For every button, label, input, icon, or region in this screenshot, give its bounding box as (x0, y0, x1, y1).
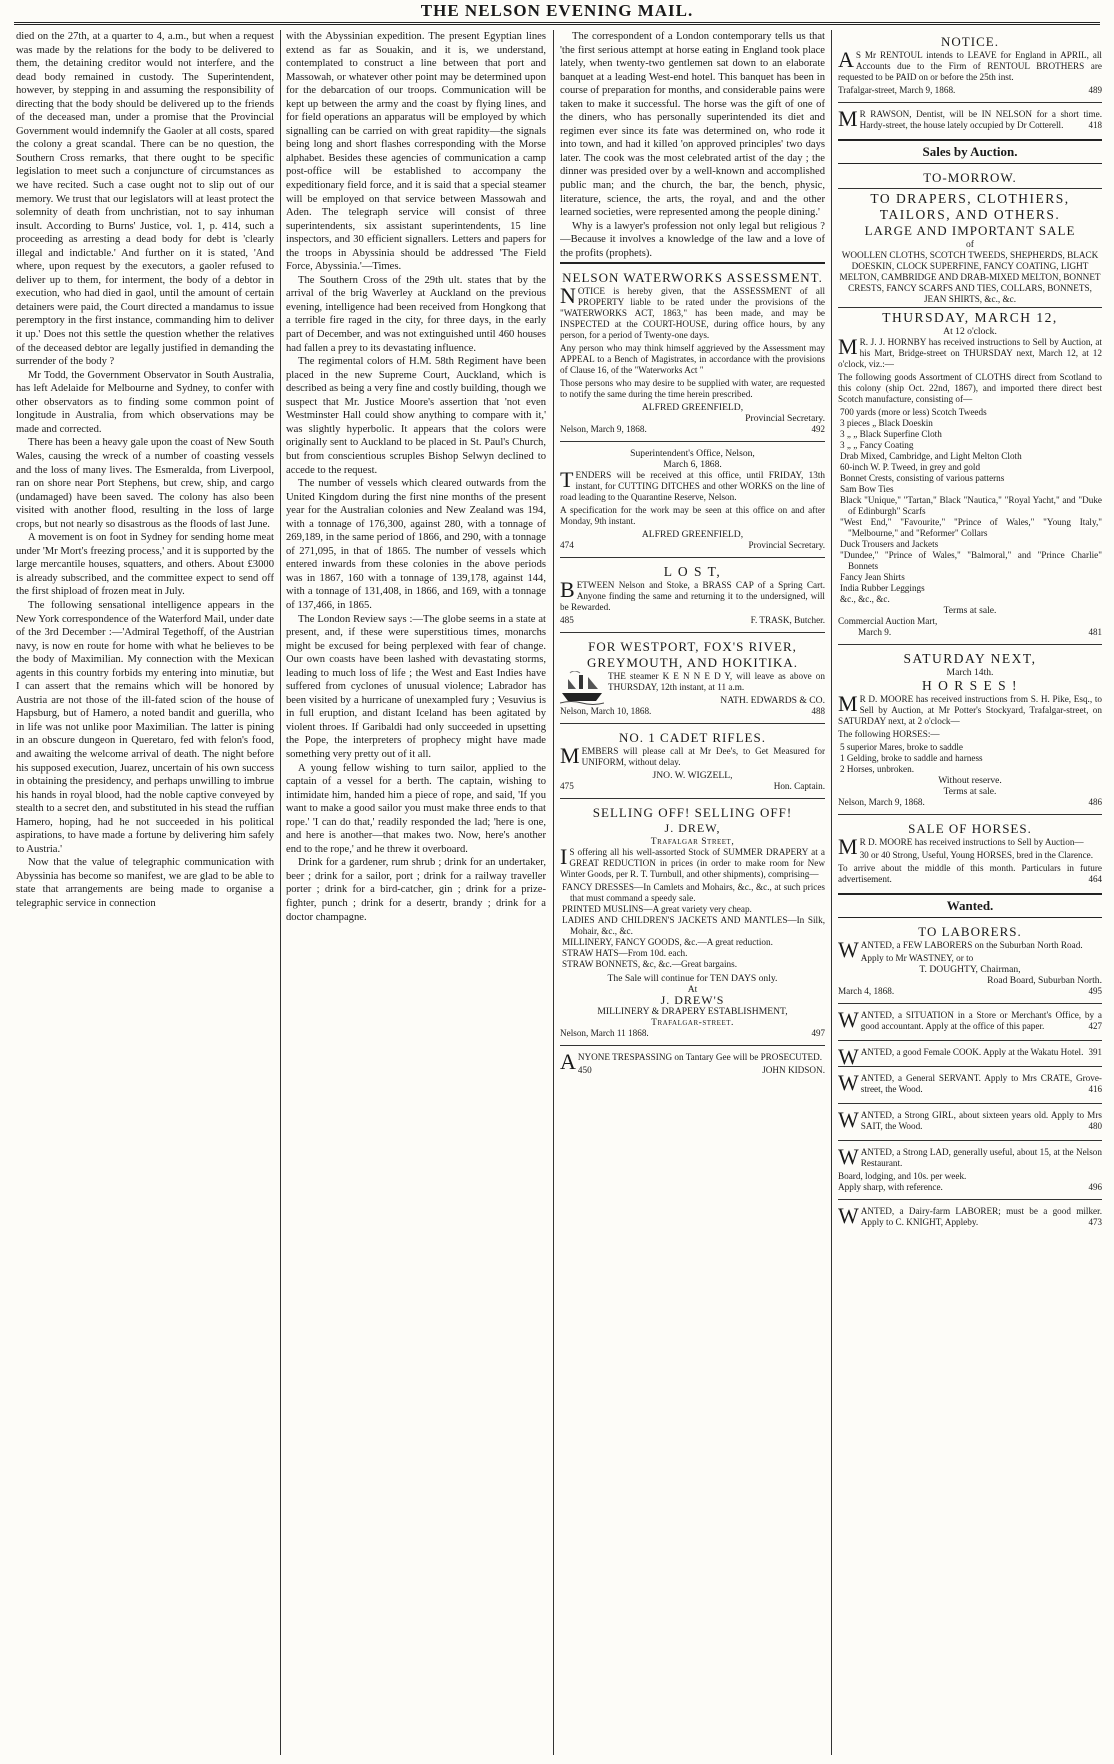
list-item: 700 yards (more or less) Scotch Tweeds (840, 407, 987, 417)
ad-number: 450 (577, 1065, 592, 1076)
trespass-ad (560, 1048, 825, 1080)
ad-text: EMBERS will please call at Mr Dee's, to Get Measured for UNIFORM, without delay. (581, 746, 825, 768)
divider (838, 1066, 1102, 1067)
ad-number: 475 (560, 781, 574, 792)
lost-ad (560, 560, 825, 630)
article-paragraph: Why is a lawyer's profession not only legal but religious ?—Because it involves a knowledge of the law and a love of the profits (prophets). (560, 220, 825, 259)
ad-text: ANTED, a Strong GIRL, about sixteen years old. Apply to Mrs SAIT, the Wood. (860, 1110, 1102, 1131)
list-item: 2 Horses, unbroken. (840, 764, 914, 774)
dairy-laborer-ad (838, 1202, 1102, 1234)
ad-number: 391 (1088, 1047, 1102, 1057)
ad-signature-title: Road Board, Suburban North. (987, 975, 1102, 986)
ad-text: R D. MOORE has received instructions to Sell by Auction— (859, 837, 1084, 847)
list-item: FANCY DRESSES—In Camlets and Mohairs, &c., &c., at such prices that must command a speedy sale. (562, 882, 825, 904)
ad-time: At 12 o'clock. (943, 326, 997, 337)
list-item: 3 pieces „ Black Doeskin (840, 418, 933, 428)
drop-cap: W (838, 1070, 859, 1095)
ad-number: 488 (811, 706, 825, 717)
column-3 (560, 30, 825, 1755)
ad-date: Nelson, March 9, 1868. (838, 797, 925, 807)
column-divider (831, 30, 832, 1755)
drop-cap: B (560, 577, 575, 603)
divider (560, 262, 825, 264)
article-paragraph: A movement is on foot in Sydney for sending home meat under 'Mr Mort's freezing process,' and it is supported by the large mercantile houses, squatters, and others. About £3000 is already subscribed, and the committee expect to send off the first shipload of frozen meat in July. (16, 532, 274, 598)
ad-signature: T. DOUGHTY, Chairman, (919, 964, 1021, 975)
ad-text: At (687, 984, 698, 996)
ad-body (560, 283, 825, 435)
ad-signature-title: Provincial Secretary. (745, 413, 825, 425)
divider (838, 1103, 1102, 1104)
drop-cap: M (560, 743, 580, 769)
ad-terms: Terms at sale. (943, 605, 997, 616)
ad-text: ANTED, a good Female COOK. Apply at the Wakatu Hotel. (860, 1047, 1084, 1057)
ad-text: OTICE is hereby given, that the ASSESSMENT of all PROPERTY liable to be rated under the provisions of the "WATERWORKS ACT, 1863," has been made, and may be INSPECTED at the COURT-HOUSE, during office hours, by any person, for a period of Twenty-one days. (560, 286, 825, 341)
list-item: Drab Mixed, Cambridge, and Light Melton Cloth (840, 451, 1022, 461)
article-paragraph: Now that the value of telegraphic communication with Abyssinia has become so manifest, we are glad to be able to state that arrangements are being made to organise a telegraphic service in connection (16, 857, 274, 909)
masthead-rule (14, 22, 1100, 25)
lad-ad (838, 1143, 1102, 1197)
drop-cap: W (838, 1007, 859, 1032)
ad-signature: NATH. EDWARDS & CO. (720, 695, 825, 707)
list-item: STRAW BONNETS, &c, &c.—Great bargains. (562, 959, 737, 970)
ad-street: Trafalgar Street, (650, 836, 735, 848)
servant-ad (838, 1069, 1102, 1101)
ad-number: 497 (811, 1028, 825, 1039)
ad-goods: WOOLLEN CLOTHS, SCOTCH TWEEDS, SHEPHERDS, BLACK DOESKIN, CLOCK SUPERFINE, FANCY COATING, LIGHT MELTON, CAMBRIDGE AND DRAB-MIXED MELTON, BONNET CRESTS, FANCY SCARFS AND TIES, COLLARS, BONNETS, JEAN SHIRTS, &c., &c. (839, 250, 1101, 304)
ad-heading: SALE OF HORSES. (908, 821, 1032, 836)
drop-cap: N (560, 283, 576, 309)
ad-number: 464 (1088, 874, 1102, 884)
ad-number: 496 (1088, 1182, 1102, 1192)
article-paragraph: The following sensational intelligence appears in the New York correspondence of the Waterford Mail, under date of the 3rd December :—'Admiral Tegethoff, of the Austrian navy, is now en route for home with what he believes to be the body of Maximilian. My connection with the Mexican agents in this country forbids my entering into minutiæ, but I can assert that the remains which will be honored by Austria are not those of the ill-fated scion of the house of Hapsburg, but of Hamero, a noted bandit and guerilla, who in life was not unlike poor Maximilian. The latter is pining in an obscure dungeon in Queretaro, fed with felon's food, and awaiting the welcome arrival of death. The night before his supposed execution, Juarez, uncertain of his own success in obtaining the presidency, and perhaps unwilling to imbrue his hands in royal blood, had the noble captive conveyed by stealth to a secret den, and substituted in his stead the ruffian Hamero, hoping, had he not succeeded in his political aspirations, to have made a fortune by delivering him safely to Austria.' (16, 599, 274, 855)
laborers-ad (838, 920, 1102, 1001)
drop-cap: M (838, 106, 858, 131)
ad-text: ANTED, a Strong LAD, generally useful, about 15, at the Nelson Restaurant. (860, 1147, 1102, 1168)
ad-text: Board, lodging, and 10s. per week. (838, 1171, 967, 1181)
divider (838, 1040, 1102, 1041)
ad-number: 416 (1088, 1084, 1102, 1094)
ad-merchant: J. DREW, (664, 821, 721, 836)
ad-terms: Terms at sale. (943, 786, 997, 797)
tenders-ad (560, 444, 825, 555)
ad-number: 418 (1088, 120, 1102, 130)
ad-number: 492 (811, 424, 825, 435)
article-paragraph: The number of vessels which cleared outwards from the United Kingdom during the first nine months of the present year for the Australian colonies and New Zealand was 194, with a tonnage of 176,300, against 280, with a tonnage of 269,189, in the same period of 1866, and 290, with a tonnage of 271,095, in that of 1865. The number of vessels which entered inwards from these colonies in the above periods was in 1867, 160 with a tonnage of 139,178, against 144, with a tonnage of 131,408, in 1866, and 169, with a tonnage of 137,466, in 1865. (286, 478, 546, 611)
article-paragraph: The London Review says :—The globe seems in a state at present, and, if these were superstitious times, monarchs might be excused for being perplexed with fear of change. Our own coasts have been lashed with devastating storms, leading to much loss of life ; the West and East Indies have suffered from cyclones of unusual violence; Labrador has been visited by a hurricane of unexampled fury ; Vesuvius is in full eruption, and distant Iceland has been agitated by violent throes. If Garibaldi had only succeeded in upsetting the Pope, the interpreters of prophecy might have made something very pretty out of it all. (286, 613, 546, 760)
ad-office: Superintendent's Office, Nelson, (630, 448, 755, 460)
ad-text: ENDERS will be received at this office, until FRIDAY, 13th instant, for CUTTING DITCHES and other WORKS on the line of road leading to the Quarantine Reserve, Nelson. (560, 470, 825, 503)
ad-text: NYONE TRESPASSING on Tantary Gee will be PROSECUTED. (577, 1052, 823, 1063)
ad-shop-name: J. DREW'S (660, 993, 725, 1008)
article-paragraph: died on the 27th, at a quarter to 4, a.m., but when a request was made by the relations for the body to be delivered to them, the detaining creditor would not interfere, and the dead body remained in custody. The Superintendent, however, by stepping in and assuming the responsibility of directing that the body should be delivered up to the friends of the deceased man, under a promise that the Provincial Government would indemnify the Gaoler at all costs, spared the colony a great scandal. There can be no question, the Southern Cross remarks, that there ought to be specific legislation to meet such a conjuncture of circumstances as we have recited. Such a case ought not to slip out of our memory. We trust that our legislators will at least protect the solemnity of death from unchristian, not to say inhuman insult. According to Burns' Justice, vol. 1, p. 414, such a proceeding as arresting a dead body for debt is 'clearly illegal and indictable.' And further on it is stated, 'And where, upon request by the executors, a gaoler refused to deliver up to them, for interment, the body of a debtor in execution, who had died in gaol, until the amount of certain detainers were paid, the Court directed a mandamus to issue peremptory in the first instance, commanding him to deliver it up.' Does not this settle the question whether the relatives of the deceased debtor are legally justified in demanding the surrender of the body ? (16, 31, 274, 368)
divider (838, 1003, 1102, 1004)
drop-cap: M (838, 691, 858, 716)
ad-number: 485 (560, 615, 574, 626)
list-item: Bonnet Crests, consisting of various patterns (840, 473, 1005, 483)
ad-signature: F. TRASK, Butcher. (750, 615, 825, 626)
ad-text: The following HORSES:— (838, 729, 940, 739)
ad-heading: LARGE AND IMPORTANT SALE (864, 223, 1076, 238)
ad-text: R RAWSON, Dentist, will be IN NELSON for a short time. Hardy-street, the house lately occupied by Dr Cotterell. (859, 109, 1102, 130)
drapers-auction-ad (838, 166, 1102, 642)
ad-heading: H O R S E S ! (921, 678, 1018, 693)
list-item: Duck Trousers and Jackets (840, 539, 939, 549)
article-paragraph: The Southern Cross of the 29th ult. states that by the arrival of the brig Waverley at Auckland on the previous evening, intelligence had been received from Hongkong that a terrible fire raged in the city, for three days, in the early part of December, and was not extinguished until 460 houses had fallen a prey to its devastating influence. (286, 274, 546, 354)
ad-text: The Sale will continue for TEN DAYS only. (607, 973, 778, 985)
ad-date: Nelson, March 9, 1868. (560, 424, 647, 435)
list-item: STRAW HATS—From 10d. each. (562, 948, 688, 959)
drop-cap: A (838, 47, 854, 72)
ad-signature-title: Provincial Secretary. (748, 540, 825, 551)
ad-text: Any person who may think himself aggrieved by the Assessment may APPEAL to a Bench of Magistrates, in accordance with the provisions of Clause 16, of the "Waterworks Act " (560, 343, 825, 376)
ad-text: Apply sharp, with reference. (838, 1182, 943, 1192)
list-item: Black "Unique," "Tartan," Black "Nautica," "Royal Yacht," and "Duke of Edinburgh" Scarfs (840, 495, 1102, 516)
selling-off-ad (560, 801, 825, 1043)
ad-heading: NELSON WATERWORKS ASSESSMENT. (562, 270, 823, 286)
list-item: 3 „ „ Black Superfine Cloth (840, 429, 942, 439)
divider (560, 441, 825, 442)
list-item: 1 Gelding, broke to saddle and harness (840, 753, 983, 763)
ad-text: ANTED, a SITUATION in a Store or Merchant's Office, by a good accountant. Apply at the office of this paper. (860, 1010, 1102, 1031)
horses-auction-ad (838, 647, 1102, 812)
girl-ad (838, 1106, 1102, 1138)
ad-date-heading: SATURDAY NEXT, (903, 651, 1037, 666)
ad-signature: JOHN KIDSON. (762, 1065, 825, 1076)
ad-text: 30 or 40 Strong, Useful, Young HORSES, bred in the Clarence. (859, 850, 1094, 860)
list-item: Fancy Jean Shirts (840, 572, 905, 582)
article-paragraph: Drink for a gardener, rum shrub ; drink for an undertaker, beer ; drink for a sailor, port ; drink for a railway traveller porter ; drink for a bird-catcher, gin ; drink for a prize-fighter, punch ; drink for a desertr, brandy ; drink for a doctor champagne. (286, 857, 546, 923)
ad-date: Nelson, March 11 1868. (560, 1028, 649, 1039)
ad-heading: TO DRAPERS, CLOTHIERS, TAILORS, AND OTHERS. (870, 191, 1070, 222)
divider (838, 644, 1102, 645)
list-item: "West End," "Favourite," "Prince of Wales," "Young Italy," "Melbourne," and "Reformer" Collars (840, 517, 1102, 538)
ad-text: R D. MOORE has received instructions from S. H. Pike, Esq., to Sell by Auction, at Mr Potter's Stockyard, Trafalgar-street, on SATURDAY next, at 2 o'clock— (838, 694, 1102, 726)
waterworks-ad (560, 266, 825, 439)
column-divider (280, 30, 281, 1755)
section-heading-auctions: Sales by Auction. (838, 139, 1102, 164)
ad-signature: ALFRED GREENFIELD, (641, 402, 744, 414)
ad-signature: JNO. W. WIGZELL, (652, 770, 733, 782)
list-item: 3 „ „ Fancy Coating (840, 440, 914, 450)
ad-heading: TO LABORERS. (918, 924, 1022, 939)
drop-cap: W (838, 1107, 859, 1132)
list-item: India Rubber Leggings (840, 583, 925, 593)
divider (838, 102, 1102, 103)
list-item: 5 superior Mares, broke to saddle (840, 742, 963, 752)
cadet-rifles-ad (560, 726, 825, 796)
ad-text: ANTED, a General SERVANT. Apply to Mrs CRATE, Grove-street, the Wood. (860, 1073, 1102, 1094)
ad-date: Nelson, March 10, 1868. (560, 706, 652, 717)
ad-subheading: TO-MORROW. (923, 170, 1017, 185)
list-item: 60-inch W. P. Tweed, in grey and gold (840, 462, 981, 472)
ad-heading: NOTICE. (941, 34, 999, 49)
rawson-ad (838, 105, 1102, 137)
drop-cap: M (838, 834, 858, 859)
drop-cap: I (560, 844, 568, 870)
newspaper-title: THE NELSON EVENING MAIL. (420, 1, 694, 20)
ad-heading: NO. 1 CADET RIFLES. (619, 730, 766, 746)
drop-cap: A (560, 1049, 576, 1075)
column-3-articles (560, 30, 825, 260)
column-divider (553, 30, 554, 1755)
divider (838, 188, 1102, 189)
ad-text: A specification for the work may be seen at this office on and after Monday, 9th instant. (560, 505, 825, 527)
column-2 (286, 30, 546, 1755)
ad-text: Those persons who may desire to be supplied with water, are requested to notify the same during the time herein prescribed. (560, 378, 825, 400)
rentoul-notice-ad (838, 30, 1102, 100)
column-1 (16, 30, 274, 1755)
ad-text: The following goods Assortment of CLOTHS direct from Scotland to this colony (ship Oct. 22nd, 1867), and imported there direct best Scotch manufacture, consisting of— (838, 372, 1102, 404)
section-heading-wanted: Wanted. (838, 893, 1102, 918)
divider (560, 798, 825, 799)
ad-text: THE steamer K E N N E D Y, will leave as above on THURSDAY, 12th instant, at 11 a.m. (608, 671, 825, 693)
ad-number: 486 (1088, 797, 1102, 807)
list-item: MILLINERY, FANCY GOODS, &c.—A great reduction. (562, 937, 773, 948)
divider (560, 557, 825, 558)
article-paragraph: Mr Todd, the Government Observator in South Australia, has left Adelaide for Melbourne and Sydney, to confer with other observators as to finding some common point of longitude in Australia, from which observations may be made and corrected. (16, 369, 274, 435)
steamship-icon (560, 671, 604, 705)
article-paragraph: A young fellow wishing to turn sailor, applied to the captain of a vessel for a berth. The captain, wishing to intimidate him, handed him a piece of rope, and said, 'If you want to make a good sailor you must make three ends to that rope.' 'I can do that,' readily responded the lad; 'here is one, and here is another—that makes two. Now, here's another end to the rope,' and he threw it overboard. (286, 762, 546, 855)
article-paragraph: The regimental colors of H.M. 58th Regiment have been placed in the new Supreme Court, Auckland, which is described as being a very fine and costly building, though we suspect that Mr. Justice Moore's assertion that 'not even Westminster Hall could show anything to compare with it,' was slightly hyperbolic. It appears that the colors were originally sent to Auckland to be placed in St. Paul's Church, but from conscientious scruples Bishop Selwyn declined to accede to the request. (286, 356, 546, 476)
drop-cap: W (838, 1203, 859, 1228)
ad-heading: FOR WESTPORT, FOX'S RIVER, GREYMOUTH, AND HOKITIKA. (586, 639, 799, 671)
ad-number: 495 (1088, 986, 1102, 996)
ad-heading: SELLING OFF! SELLING OFF! (592, 805, 793, 821)
divider (560, 1045, 825, 1046)
ad-mart: Commercial Auction Mart, (838, 616, 938, 626)
divider (838, 1140, 1102, 1141)
drop-cap: W (838, 1144, 859, 1169)
ad-number: 481 (1088, 627, 1102, 637)
divider (838, 814, 1102, 815)
drop-cap: M (838, 334, 858, 359)
ad-number: 474 (560, 540, 574, 551)
ad-text: of (966, 239, 974, 250)
divider (560, 723, 825, 724)
sale-of-horses-ad (838, 817, 1102, 891)
ad-date: March 6, 1868. (663, 459, 722, 471)
ad-date-heading: THURSDAY, MARCH 12, (882, 310, 1058, 325)
list-item: &c., &c., &c. (840, 594, 890, 604)
drop-cap: W (838, 937, 859, 962)
ad-number: 480 (1088, 1121, 1102, 1131)
masthead (0, 0, 1114, 22)
ad-text: ANTED, a Dairy-farm LABORER; must be a good milker. Apply to C. KNIGHT, Appleby. (860, 1206, 1102, 1227)
ad-text: ANTED, a FEW LABORERS on the Suburban North Road. (860, 940, 1083, 950)
divider (560, 632, 825, 633)
list-item: "Dundee," "Prince of Wales," "Balmoral," and "Prince Charlie" Bonnets (840, 550, 1102, 571)
ad-date: March 4, 1868. (838, 986, 895, 996)
ad-date: March 9. (858, 627, 892, 637)
cook-ad (838, 1043, 1102, 1069)
ad-street: Trafalgar-street. (651, 1017, 734, 1029)
drop-cap: W (838, 1044, 859, 1069)
ad-heading: L O S T, (663, 564, 722, 580)
ad-text: Apply to Mr WASTNEY, or to (860, 953, 974, 963)
ad-text: S Mr RENTOUL intends to LEAVE for England in APRIL, all Accounts due to the Firm of RENTOUL BROTHERS are requested to be PAID on or before the 25th inst. (838, 50, 1102, 82)
article-paragraph: There has been a heavy gale upon the coast of New South Wales, causing the wreck of a number of coasting vessels and the loss of many lives. The Esmeralda, from Liverpool, ran on shore near Port Stephens, but crew, ship, and cargo (undamaged) have been saved. The colony has also been visited with another flood, resulting in the loss of large crops, but not nearly so disastrous as the floods of last June. (16, 437, 274, 530)
list-item: LADIES AND CHILDREN'S JACKETS AND MANTLES—In Silk, Mohair, &c., &c. (562, 915, 825, 937)
ad-reserve: Without reserve. (938, 775, 1002, 786)
article-paragraph: The correspondent of a London contemporary tells us that 'the first serious attempt at horse eating in England took place lately, when twenty-two gentlemen sat down to an elaborate banquet at a leading West-end hotel. This banquet has been in course of preparation for months, and considerable pains were taken to make it successful. The horse was the gift of one of the diners, who has personally superintended its diet and regimen ever since its fate was determined on, who rode it into town, and had it killed 'on approved principles' two days later. The cook was the most celebrated artist of the day ; the dinner was presided over by a well-known and accomplished public man; and the church, the bar, the bench, physic, literature, science, the arts, the royal, and and the other learned societies, were represented among the people dining.' (560, 31, 825, 219)
drop-cap: T (560, 467, 574, 493)
ad-signature: ALFRED GREENFIELD, (641, 529, 744, 541)
ad-date: Trafalgar-street, March 9, 1868. (838, 85, 956, 95)
westport-ad (560, 635, 825, 721)
ad-number: 473 (1088, 1217, 1102, 1227)
divider (838, 307, 1102, 308)
list-item: PRINTED MUSLINS—A great variety very cheap. (562, 904, 752, 915)
ad-signature-title: Hon. Captain. (773, 781, 825, 792)
situation-ad (838, 1006, 1102, 1038)
divider (838, 1199, 1102, 1200)
ad-shop-line: MILLINERY & DRAPERY ESTABLISHMENT, (597, 1006, 788, 1018)
ad-text: S offering all his well-assorted Stock of SUMMER DRAPERY at a GREAT REDUCTION in prices (in order to make room for New Winter Goods, per R. T. Turnbull, and other shipments), comprising— (560, 847, 825, 880)
ad-text: R. J. J. HORNBY has received instructions to Sell by Auction, at his Mart, Bridge-street on THURSDAY next, March 12, at 12 o'clock, viz.:— (838, 337, 1102, 369)
article-paragraph: with the Abyssinian expedition. The present Egyptian lines extend as far as Souakin, and it is, we understand, contemplated to construct a line between that port and Massowah, or whatever other point may be determined upon for the debarcation of our troops. Communication will be kept up between the army and the coast by flying lines, and for field operations an apparatus will be employed by which signalling can be carried on with great rapidity—the signals being long and short flashes corresponding with the Morse alphabet. Besides these agencies of communication a camp post-office will be established to accompany the expeditionary field force, and it is said that a special steamer will be employed on that service between Massowah and Aden. The telegraph service will consist of three superintendents, six assistant superintendents, 15 line inspectors, and 30 efficient signallers. Letters and papers for the troops in Abyssinia should be addressed 'The Field Force, Abyssinia.'—Times. (286, 31, 546, 273)
ad-text: ETWEEN Nelson and Stoke, a BRASS CAP of a Spring Cart. Anyone finding the same and returning it to the undersigned, will be Rewarded. (560, 580, 825, 613)
ad-number: 489 (1088, 85, 1102, 95)
ad-date: March 14th. (946, 667, 994, 678)
list-item: Sam Bow Ties (840, 484, 894, 494)
ad-number: 427 (1088, 1021, 1102, 1031)
column-4 (838, 30, 1102, 1755)
ad-text: To arrive about the middle of this month. Particulars in future advertisement. (838, 863, 1102, 884)
